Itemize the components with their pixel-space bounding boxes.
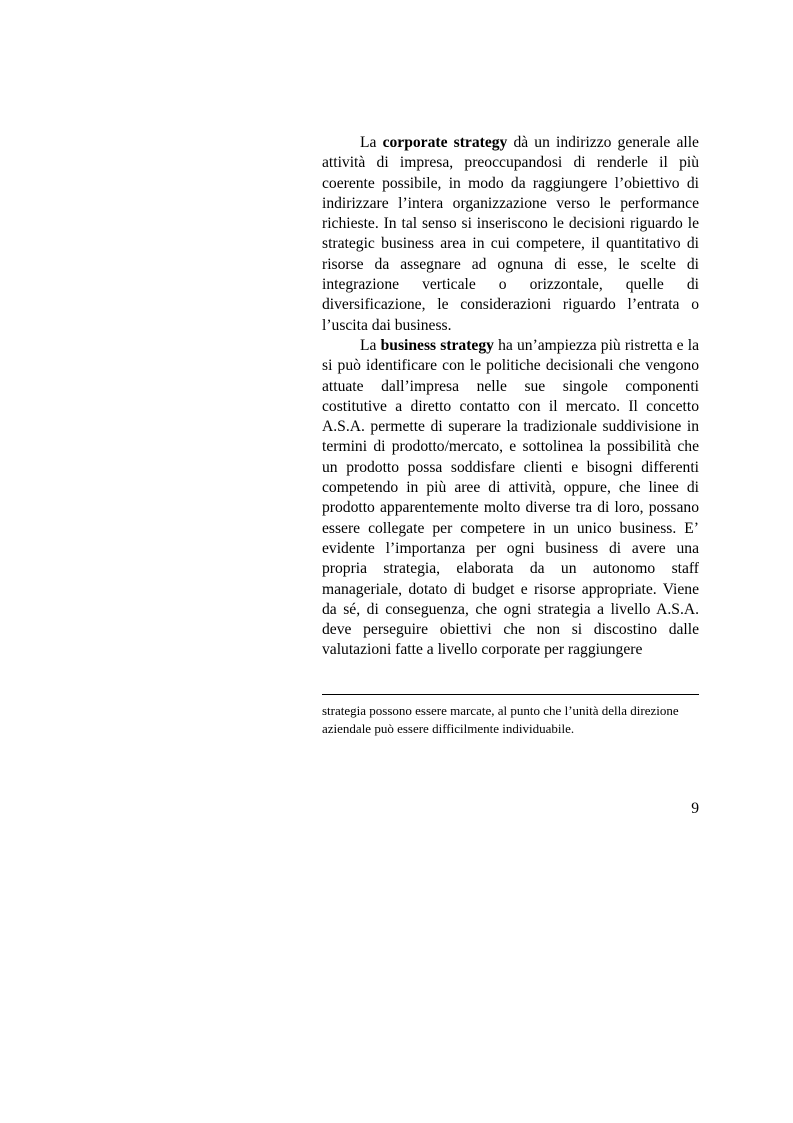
term-corporate-strategy: corporate strategy bbox=[382, 134, 508, 151]
footnote-line: aziendale può essere difficilmente individuabile. bbox=[322, 720, 575, 736]
footnote-line: strategia possono essere marcate, al punto che l’unità della direzione bbox=[322, 703, 679, 718]
paragraph-body: ha un’ampiezza più ristretta e la si può identificare con le politiche decisionali che vengono attuate dall’impresa nelle sue singole componenti costitutive a diretto contatto con il mercato. Il concetto A.S.A. permette di superare la tradizionale suddivisione in termini di prodotto/mercato, e sottolinea la possibilità che un prodotto possa soddisfare clienti e bisogni differenti competendo in più aree di attività, oppure, che linee di prodotto apparentemente molto diverse tra di loro, possano essere collegate per competere in un unico business. E’ evidente l’importanza per ogni business di avere una propria strategia, elaborata da un autonomo staff manageriale, dotato di budget e risorse appropriate. Viene da sé, di conseguenza, che ogni strategia a livello A.S.A. deve perseguire obiettivi che non si discostino dalle valutazioni fatte a livello corporate per raggiungere bbox=[322, 336, 699, 659]
paragraph-lead: La bbox=[360, 134, 383, 151]
paragraph-business-strategy bbox=[322, 336, 699, 661]
paragraph-lead: La bbox=[360, 336, 381, 354]
footnote bbox=[322, 702, 712, 737]
footnote-separator bbox=[322, 694, 699, 695]
paragraph-corporate-strategy bbox=[322, 133, 699, 336]
page-number: 9 bbox=[691, 800, 699, 817]
paragraph-body: dà un indirizzo generale alle attività di impresa, preoccupandosi di renderle il più coerente possibile, in modo da raggiungere l’obiettivo di indirizzare l’intera organizzazione verso le performance richieste. In tal senso si inseriscono le decisioni riguardo le strategic business area in cui competere, il quantitativo di risorse da assegnare ad ognuna di esse, le scelte di integrazione verticale o orizzontale, quelle di diversificazione, le considerazioni riguardo l’entrata o l’uscita dai business. bbox=[322, 134, 699, 334]
term-business-strategy: business strategy bbox=[380, 336, 494, 354]
body-text bbox=[322, 133, 699, 661]
